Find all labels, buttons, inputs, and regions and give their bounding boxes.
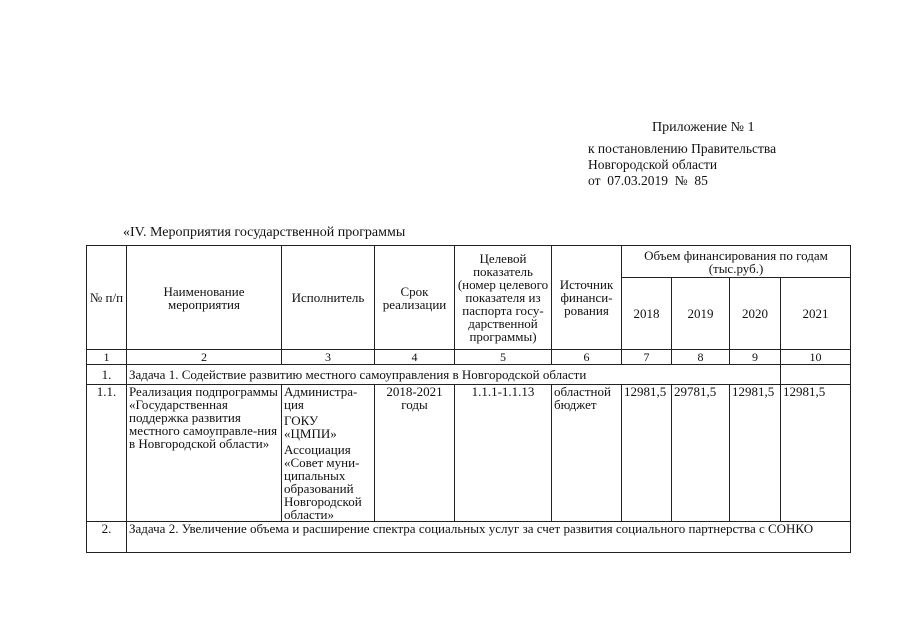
header-year-2019: 2019: [672, 278, 730, 350]
task-2-row: [87, 522, 851, 553]
col-number: 2: [127, 350, 282, 365]
decree-line-1: к постановлению Правительства: [588, 141, 777, 156]
col-number: 4: [375, 350, 455, 365]
funding-2021: 12981,5: [781, 385, 851, 522]
header-name: Наименование мероприятия: [127, 246, 282, 350]
activity-1-1-row: [87, 385, 851, 522]
decree-reference: [588, 141, 776, 189]
activity-num: 1.1.: [87, 385, 127, 522]
activity-source: областной бюджет: [552, 385, 622, 522]
col-number: 9: [730, 350, 781, 365]
header-year-2018: 2018: [622, 278, 672, 350]
executor-2: ГОКУ «ЦМПИ»: [284, 413, 337, 441]
header-term: Срок реализации: [375, 246, 455, 350]
program-activities-table: [86, 245, 851, 553]
col-number: 10: [781, 350, 851, 365]
activity-indicator: 1.1.1-1.1.13: [455, 385, 552, 522]
task-2-num: 2.: [87, 522, 127, 553]
header-source: Источник финанси-рования: [552, 246, 622, 350]
funding-2019: 29781,5: [672, 385, 730, 522]
task-1-text: Задача 1. Содействие развитию местного самоуправления в Новгородской области: [127, 365, 781, 385]
activity-executors: [282, 385, 375, 522]
activity-term: 2018-2021 годы: [375, 385, 455, 522]
funding-2018: 12981,5: [622, 385, 672, 522]
col-number: 5: [455, 350, 552, 365]
executor-3: Ассоциация «Совет муни-ципальных образований Новгородской области»: [284, 442, 362, 522]
column-numbers-row: [87, 350, 851, 365]
executor-1: Администра-ция: [284, 384, 358, 412]
decree-line-2: Новгородской области: [588, 157, 718, 172]
funding-2020: 12981,5: [730, 385, 781, 522]
header-funding: Объем финансирования по годам (тыс.руб.): [622, 246, 851, 278]
header-executor: Исполнитель: [282, 246, 375, 350]
decree-line-3: от 07.03.2019 № 85: [588, 173, 708, 188]
task-2-text: Задача 2. Увеличение объема и расширение спектра социальных услуг за счет развития социального партнерства с СОНКО: [127, 522, 851, 553]
header-year-2020: 2020: [730, 278, 781, 350]
col-number: 1: [87, 350, 127, 365]
col-number: 6: [552, 350, 622, 365]
task-1-row: [87, 365, 851, 385]
appendix-number: Приложение № 1: [652, 120, 755, 135]
header-indicator: Целевой показатель (номер целевого показателя из паспорта госу-дарственной программы): [455, 246, 552, 350]
task-1-num: 1.: [87, 365, 127, 385]
col-number: 3: [282, 350, 375, 365]
col-number: 8: [672, 350, 730, 365]
header-year-2021: 2021: [781, 278, 851, 350]
activity-name: Реализация подпрограммы «Государственная поддержка развития местного самоуправле-ния в Новгородской области»: [127, 385, 282, 522]
section-title: «IV. Мероприятия государственной программы: [123, 225, 406, 240]
header-num: № п/п: [87, 246, 127, 350]
col-number: 7: [622, 350, 672, 365]
task-1-empty: [781, 365, 851, 385]
